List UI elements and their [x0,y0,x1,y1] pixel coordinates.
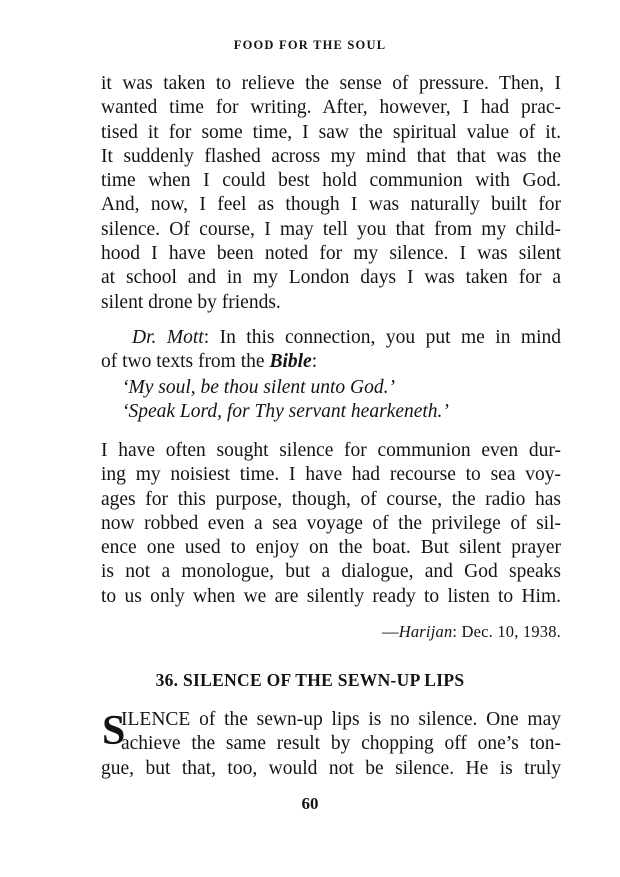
text-line: achieve the same result by chopping off one’s ton- [121,733,561,755]
verse-line: ‘My soul, be thou silent unto God.’ [122,377,395,398]
drop-cap: S [102,708,126,754]
text-line: And, now, I feel as though I was naturally built for [101,194,561,216]
text-fragment: of two texts from the [101,351,270,373]
section-paragraph-continued [101,757,561,781]
text-fragment: : [311,351,318,373]
paragraph-1 [101,72,561,315]
text-line: silent drone by friends. [101,291,281,313]
source-citation [382,622,561,642]
page-number: 60 [301,794,319,813]
paragraph-2 [101,439,561,609]
text-line: ence one used to enjoy on the boat. But silent prayer [101,537,561,559]
text-line [101,326,561,350]
text-line: time when I could best hold communion with God. [101,170,561,192]
speaker-text: : In this connection, you put me in mind [203,327,561,348]
text-line: it was taken to relieve the sense of pressure. Then, I [101,73,561,94]
section-title: 36. SILENCE OF THE SEWN-UP LIPS [155,670,465,690]
section-paragraph [121,708,561,757]
text-line: hood I have been noted for my silence. I was silent [101,243,561,265]
citation-date: : Dec. 10, 1938. [452,622,561,641]
text-line: silence. Of course, I may tell you that from my child- [101,218,561,240]
speaker-name: Dr. Mott [132,327,204,348]
citation-dash: — [382,622,399,641]
text-line: gue, but that, too, would not be silence. He is truly [101,758,561,779]
text-line: ing my noisiest time. I have had recourse to sea voy- [101,464,561,486]
text-line: at school and in my London days I was taken for a [101,267,561,289]
text-line: tised it for some time, I saw the spiritual value of it. [101,121,561,143]
text-line [101,350,561,374]
text-line: ages for this purpose, though, of course, the radio has [101,488,561,510]
text-line: is not a monologue, but a dialogue, and God speaks [101,561,561,583]
text-line: ILENCE of the sewn-up lips is no silence. One may [121,709,561,730]
text-line: to us only when we are silently ready to listen to Him. [101,585,561,607]
bible-title: Bible [269,351,312,373]
text-line: It suddenly flashed across my mind that that was the [101,145,561,167]
text-line: now robbed even a sea voyage of the privilege of sil- [101,512,561,534]
text-line: I have often sought silence for communion even dur- [101,440,561,461]
verse-quotes [101,376,561,425]
verse-line: ‘Speak Lord, for Thy servant hearkeneth.’ [122,401,449,423]
mott-paragraph [101,326,561,375]
publication-name: Harijan [398,622,453,641]
running-head: FOOD FOR THE SOUL [233,38,387,52]
text-line: wanted time for writing. After, however, I had prac- [101,97,561,119]
